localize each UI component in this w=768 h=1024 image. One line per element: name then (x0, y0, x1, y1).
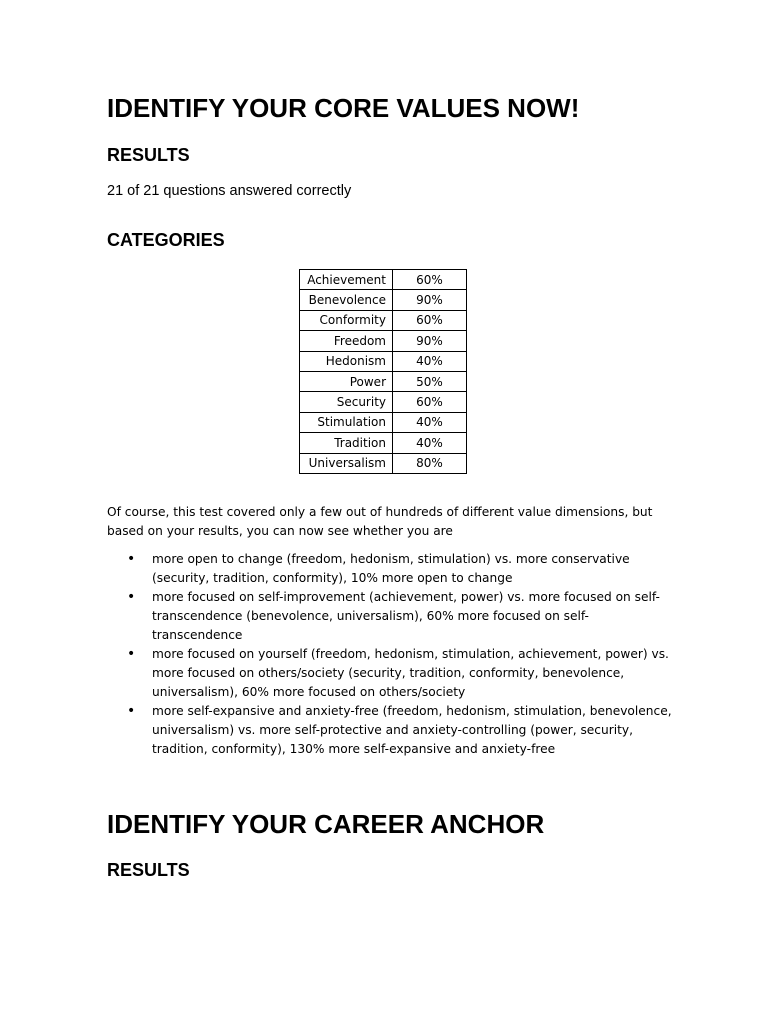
value-dimension-list (107, 550, 672, 759)
category-value: 40% (393, 351, 467, 371)
category-name: Freedom (300, 331, 393, 351)
list-item (107, 550, 672, 588)
category-name: Hedonism (300, 351, 393, 371)
category-name: Achievement (300, 270, 393, 290)
table-row (300, 392, 467, 412)
category-name: Benevolence (300, 290, 393, 310)
list-item-text: more self-expansive and anxiety-free (freedom, hedonism, stimulation, benevolence, universalism) vs. more self-protective and anxiety-controlling (power, security, tradition, conformity), 130% more self-expansive and anxiety-free (152, 704, 672, 756)
list-item (107, 645, 672, 702)
table-row (300, 351, 467, 371)
table-row (300, 412, 467, 432)
bullet-icon: • (127, 551, 136, 567)
categories-table (299, 269, 467, 474)
bullet-icon: • (127, 646, 136, 662)
results-heading: RESULTS (107, 145, 190, 165)
categories-heading: CATEGORIES (107, 230, 225, 250)
category-value: 60% (393, 392, 467, 412)
bullet-icon: • (127, 589, 136, 605)
intro-paragraph: Of course, this test covered only a few out of hundreds of different value dimensions, but based on your results, you can now see whether you are (107, 505, 653, 538)
table-row (300, 371, 467, 391)
category-value: 40% (393, 412, 467, 432)
list-item-text: more open to change (freedom, hedonism, stimulation) vs. more conservative (security, tradition, conformity), 10% more open to change (152, 552, 630, 585)
table-row (300, 453, 467, 473)
list-item (107, 702, 672, 759)
category-name: Conformity (300, 310, 393, 330)
category-value: 80% (393, 453, 467, 473)
list-item-text: more focused on self-improvement (achievement, power) vs. more focused on self-transcendence (benevolence, universalism), 60% more focused on self-transcendence (152, 590, 660, 642)
category-value: 60% (393, 270, 467, 290)
category-value: 60% (393, 310, 467, 330)
career-anchor-title: IDENTIFY YOUR CAREER ANCHOR (107, 809, 545, 839)
results-summary: 21 of 21 questions answered correctly (107, 183, 352, 199)
table-row (300, 310, 467, 330)
bullet-icon: • (127, 703, 136, 719)
table-row (300, 433, 467, 453)
list-item-text: more focused on yourself (freedom, hedonism, stimulation, achievement, power) vs. more focused on others/society (security, tradition, conformity, benevolence, universalism), 60% more focused on others/society (152, 647, 669, 699)
category-value: 90% (393, 290, 467, 310)
core-values-title: IDENTIFY YOUR CORE VALUES NOW! (107, 93, 580, 123)
category-name: Power (300, 371, 393, 391)
category-name: Universalism (300, 453, 393, 473)
table-row (300, 331, 467, 351)
category-name: Tradition (300, 433, 393, 453)
list-item (107, 588, 672, 645)
category-name: Stimulation (300, 412, 393, 432)
category-name: Security (300, 392, 393, 412)
category-value: 90% (393, 331, 467, 351)
table-row (300, 270, 467, 290)
table-row (300, 290, 467, 310)
category-value: 50% (393, 371, 467, 391)
career-results-heading: RESULTS (107, 860, 190, 880)
category-value: 40% (393, 433, 467, 453)
